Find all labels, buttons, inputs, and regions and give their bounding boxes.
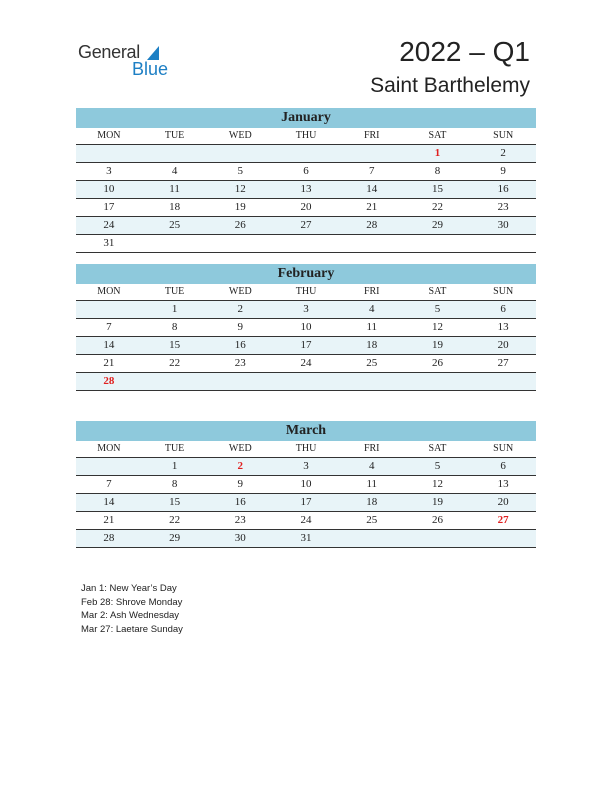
month-name: February (76, 264, 536, 284)
day-cell (207, 373, 273, 390)
day-cell (142, 145, 208, 162)
weekday-label: MON (97, 130, 121, 141)
day-cell: 23 (497, 201, 509, 213)
day-cell: 4 (368, 303, 375, 315)
day-cell: 28 (366, 219, 378, 231)
day-cell: 2 (237, 303, 244, 315)
day-cell (76, 145, 142, 162)
day-cell: 9 (237, 478, 244, 490)
week-row (76, 476, 536, 494)
day-cell: 10 (103, 183, 115, 195)
day-cell: 20 (497, 496, 509, 508)
day-cell: 16 (234, 496, 246, 508)
day-cell: 28 (103, 532, 115, 544)
weekday-label: WED (228, 130, 252, 141)
day-cell: 9 (237, 321, 244, 333)
day-cell: 8 (434, 165, 441, 177)
day-cell: 6 (500, 460, 506, 472)
day-cell: 15 (169, 496, 181, 508)
day-cell: 11 (366, 478, 378, 490)
week-row (76, 235, 536, 253)
day-cell: 5 (434, 303, 441, 315)
day-cell: 26 (431, 514, 443, 526)
day-cell: 8 (171, 321, 178, 333)
day-cell (470, 530, 536, 547)
day-cell: 17 (300, 496, 312, 508)
day-cell: 30 (234, 532, 246, 544)
month-calendar-january (76, 108, 536, 253)
day-cell: 12 (431, 478, 443, 490)
day-cell (207, 145, 273, 162)
logo-triangle-icon (147, 46, 159, 60)
day-cell: 1 (171, 303, 178, 315)
day-cell (339, 145, 405, 162)
week-row (76, 530, 536, 548)
day-cell: 3 (106, 165, 112, 177)
day-cell: 18 (366, 496, 378, 508)
day-cell: 25 (169, 219, 181, 231)
day-cell: 25 (366, 514, 378, 526)
day-cell: 20 (300, 201, 312, 213)
holiday-day-cell: 28 (103, 375, 115, 387)
weekday-label: THU (295, 130, 317, 141)
weekday-header-row (76, 441, 536, 458)
weekday-label: MON (97, 286, 121, 297)
week-row (76, 181, 536, 199)
week-row (76, 301, 536, 319)
weekday-label: FRI (363, 130, 380, 141)
day-cell (339, 530, 405, 547)
day-cell: 20 (497, 339, 509, 351)
day-cell: 22 (169, 357, 181, 369)
weekday-header-row (76, 284, 536, 301)
day-cell: 23 (234, 357, 246, 369)
day-cell (142, 373, 208, 390)
day-cell: 13 (300, 183, 312, 195)
day-cell (470, 235, 536, 252)
weekday-label: SAT (428, 286, 447, 297)
day-cell: 19 (234, 201, 246, 213)
day-cell (405, 235, 471, 252)
day-cell: 6 (500, 303, 506, 315)
day-cell: 22 (169, 514, 181, 526)
day-cell: 2 (500, 147, 506, 159)
day-cell: 4 (171, 165, 178, 177)
day-cell: 14 (366, 183, 378, 195)
page-subtitle: Saint Barthelemy (370, 74, 530, 97)
day-cell: 27 (497, 357, 509, 369)
weekday-label: FRI (363, 286, 380, 297)
day-cell: 21 (366, 201, 378, 213)
day-cell: 31 (300, 532, 312, 544)
day-cell: 9 (500, 165, 506, 177)
day-cell: 27 (300, 219, 312, 231)
day-cell: 24 (300, 357, 312, 369)
day-cell: 17 (103, 201, 115, 213)
day-cell: 24 (300, 514, 312, 526)
day-cell: 26 (234, 219, 246, 231)
day-cell: 22 (431, 201, 443, 213)
day-cell (339, 235, 405, 252)
week-row (76, 355, 536, 373)
day-cell: 7 (106, 478, 112, 490)
day-cell: 15 (169, 339, 181, 351)
weekday-label: TUE (164, 130, 185, 141)
weekday-label: MON (97, 443, 121, 454)
day-cell: 29 (431, 219, 443, 231)
day-cell: 29 (169, 532, 181, 544)
week-row (76, 217, 536, 235)
logo-general-text: General (78, 42, 140, 62)
day-cell: 13 (497, 321, 509, 333)
day-cell: 15 (431, 183, 443, 195)
day-cell: 12 (234, 183, 246, 195)
day-cell (76, 301, 142, 318)
day-cell (207, 235, 273, 252)
day-cell: 7 (106, 321, 112, 333)
day-cell: 14 (103, 496, 115, 508)
weekday-label: THU (295, 286, 317, 297)
day-cell: 5 (434, 460, 441, 472)
day-cell: 3 (303, 303, 309, 315)
day-cell (405, 530, 471, 547)
day-cell (470, 373, 536, 390)
holiday-day-cell: 1 (434, 147, 441, 159)
day-cell: 11 (366, 321, 378, 333)
day-cell: 19 (431, 339, 443, 351)
holiday-note: Mar 2: Ash Wednesday (81, 610, 180, 622)
day-cell (405, 373, 471, 390)
week-row (76, 512, 536, 530)
week-row (76, 373, 536, 391)
day-cell: 10 (300, 321, 312, 333)
logo-blue-text: Blue (132, 59, 169, 79)
day-cell (339, 373, 405, 390)
week-row (76, 163, 536, 181)
weekday-label: THU (295, 443, 317, 454)
page-title: 2022 – Q1 (399, 36, 530, 67)
week-row (76, 319, 536, 337)
day-cell: 1 (171, 460, 178, 472)
month-calendar-february (76, 264, 536, 391)
holiday-note: Mar 27: Laetare Sunday (81, 623, 183, 635)
day-cell (273, 373, 339, 390)
holiday-day-cell: 27 (497, 514, 509, 526)
weekday-label: SUN (493, 443, 514, 454)
weekday-label: WED (228, 443, 252, 454)
week-row (76, 458, 536, 476)
month-name: January (76, 108, 536, 128)
holiday-notes (81, 582, 183, 636)
logo (78, 42, 169, 79)
day-cell: 13 (497, 478, 509, 490)
day-cell: 16 (234, 339, 246, 351)
day-cell (142, 235, 208, 252)
week-row (76, 145, 536, 163)
day-cell: 11 (169, 183, 180, 195)
weekday-header-row (76, 128, 536, 145)
weekday-label: SAT (428, 443, 447, 454)
weekday-label: WED (228, 286, 252, 297)
day-cell: 18 (366, 339, 378, 351)
holiday-note: Jan 1: New Year’s Day (81, 583, 177, 594)
day-cell: 16 (497, 183, 509, 195)
day-cell: 19 (431, 496, 443, 508)
day-cell: 24 (103, 219, 115, 231)
day-cell: 7 (368, 165, 375, 177)
day-cell: 17 (300, 339, 312, 351)
weekday-label: TUE (164, 286, 185, 297)
weekday-label: TUE (164, 443, 185, 454)
day-cell: 5 (237, 165, 244, 177)
month-calendar-march (76, 421, 536, 548)
holiday-note: Feb 28: Shrove Monday (81, 596, 183, 608)
day-cell: 18 (169, 201, 181, 213)
day-cell: 6 (303, 165, 309, 177)
week-row (76, 199, 536, 217)
weekday-label: SUN (493, 286, 514, 297)
weekday-label: SUN (493, 130, 514, 141)
day-cell: 4 (368, 460, 375, 472)
month-name: March (76, 421, 536, 441)
weekday-label: FRI (363, 443, 380, 454)
holiday-day-cell: 2 (237, 460, 244, 472)
day-cell: 8 (171, 478, 178, 490)
day-cell (273, 145, 339, 162)
day-cell: 26 (431, 357, 443, 369)
weekday-label: SAT (428, 130, 447, 141)
day-cell: 21 (103, 357, 115, 369)
day-cell: 12 (431, 321, 443, 333)
day-cell: 14 (103, 339, 115, 351)
day-cell: 25 (366, 357, 378, 369)
week-row (76, 494, 536, 512)
day-cell: 31 (103, 237, 115, 249)
day-cell (76, 458, 142, 475)
day-cell: 10 (300, 478, 312, 490)
week-row (76, 337, 536, 355)
day-cell (273, 235, 339, 252)
day-cell: 3 (303, 460, 309, 472)
day-cell: 21 (103, 514, 115, 526)
day-cell: 30 (497, 219, 509, 231)
day-cell: 23 (234, 514, 246, 526)
